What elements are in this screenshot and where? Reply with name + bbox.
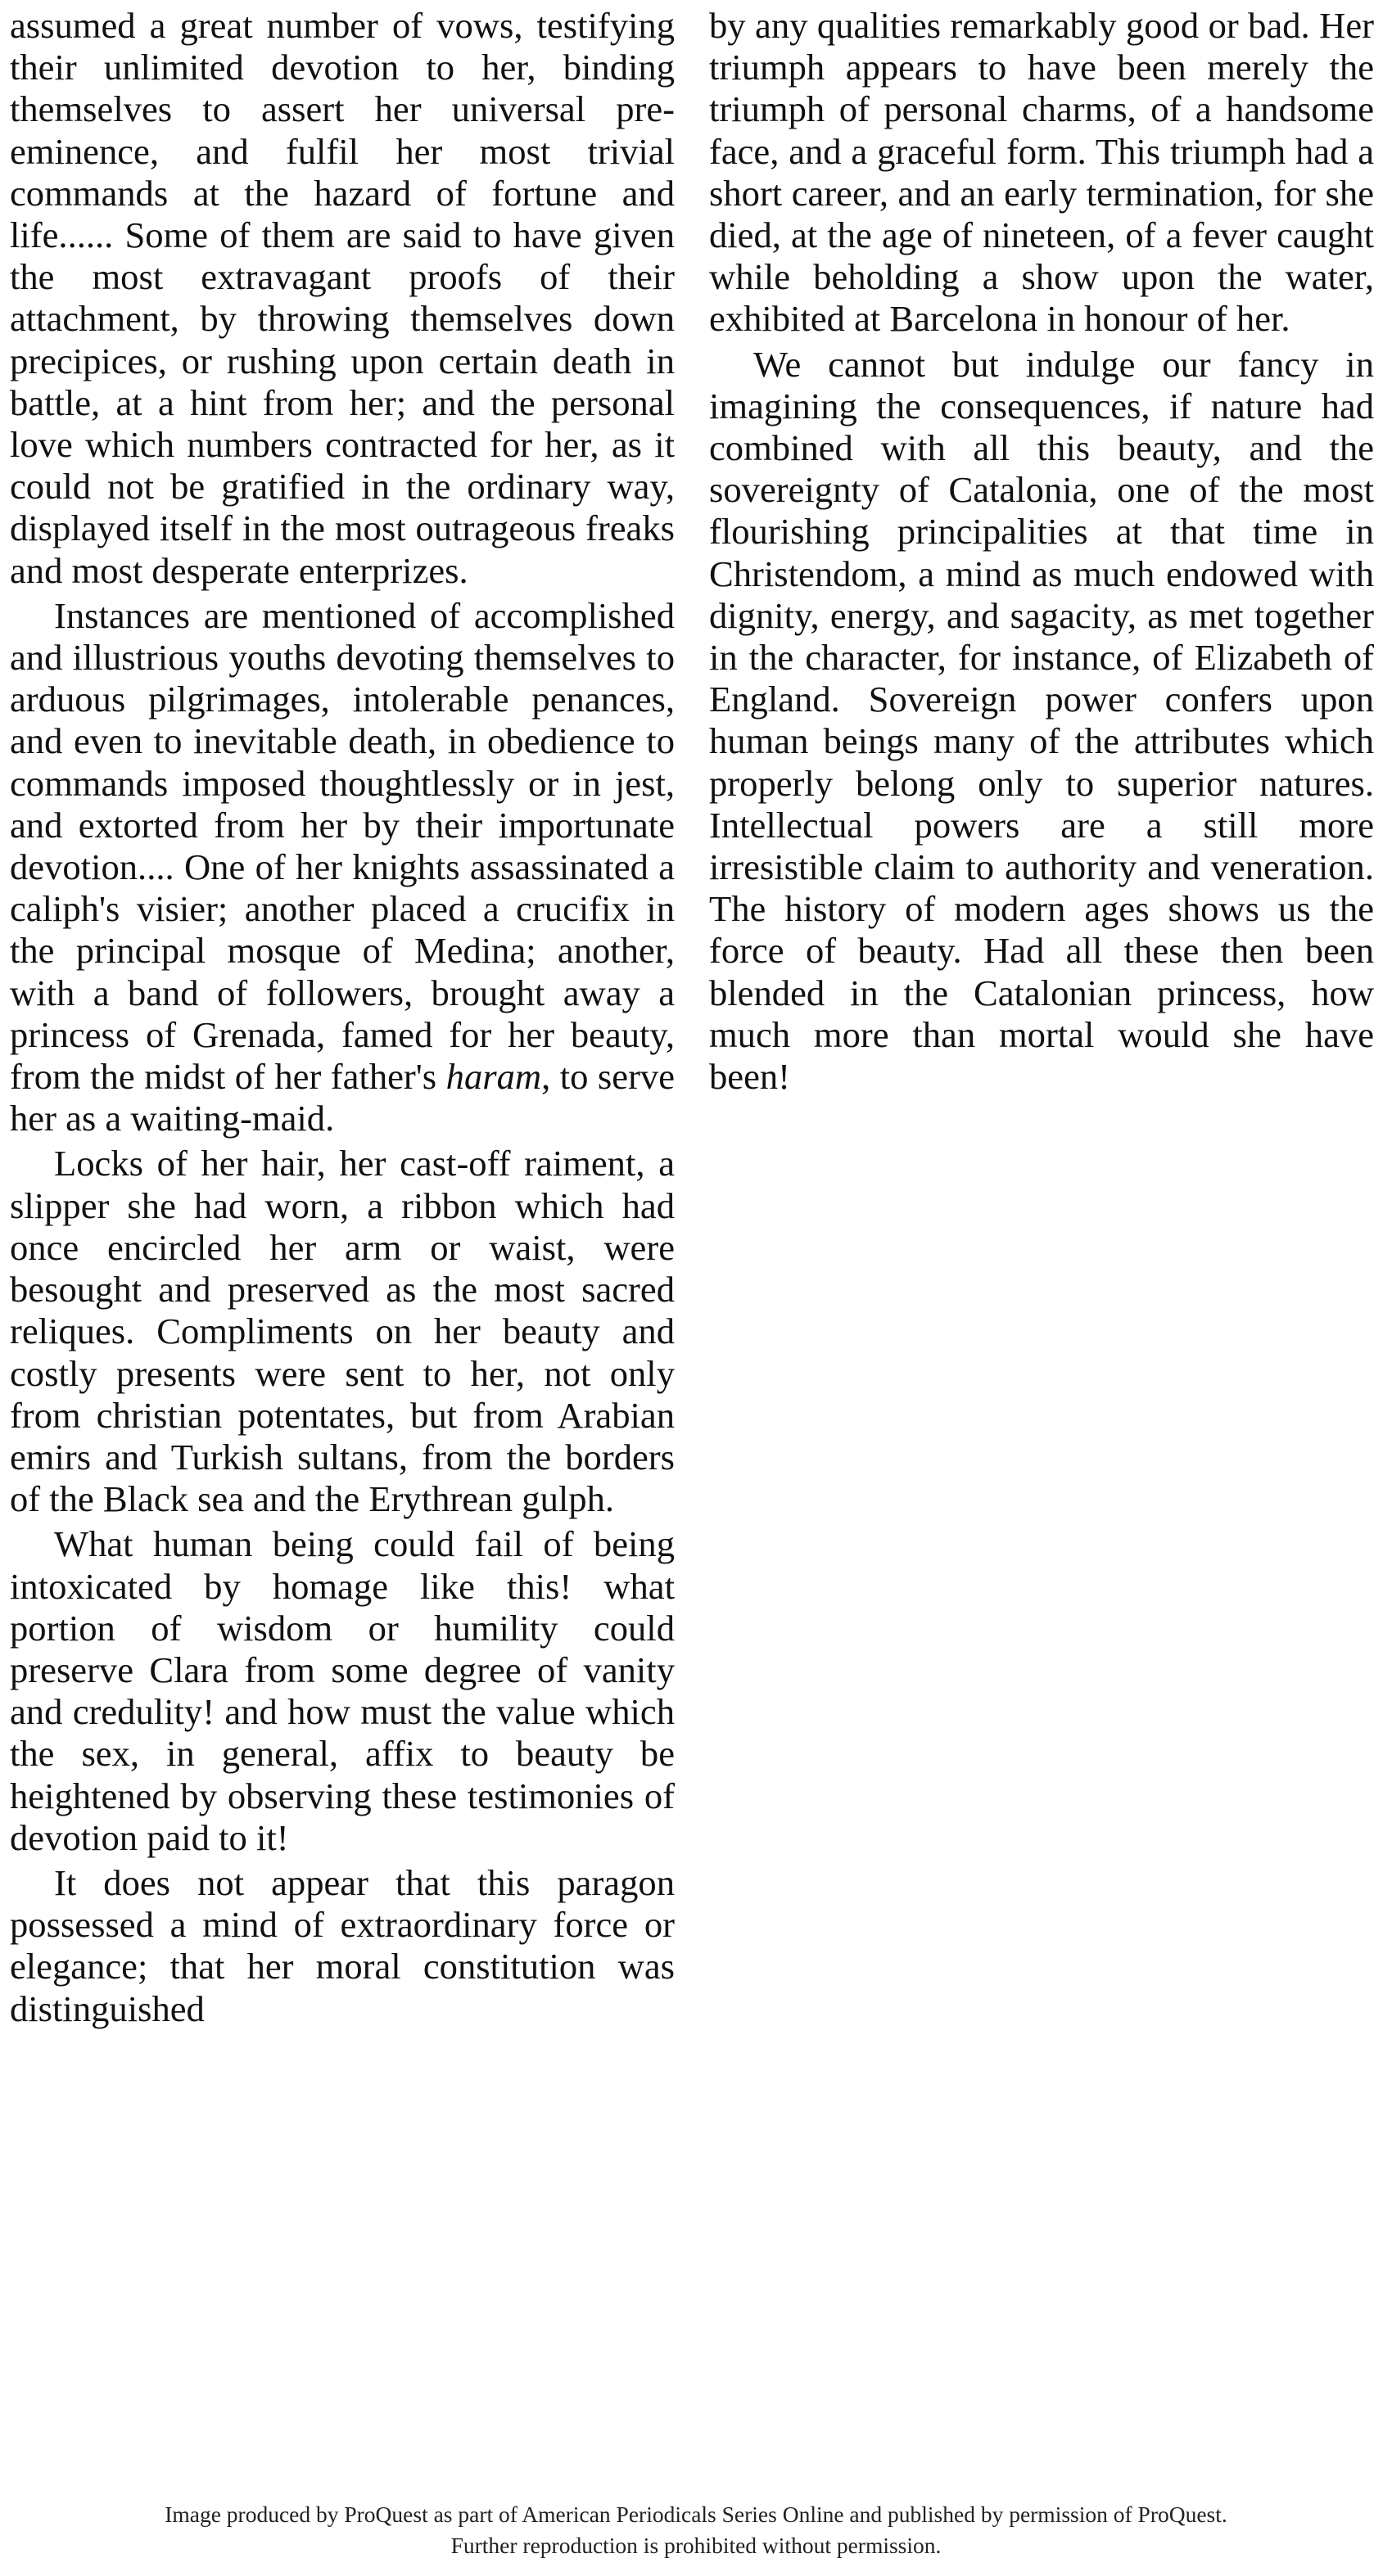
paragraph: Locks of her hair, her cast-off raiment, a slipper she had worn, a ribbon which had once encircled her arm or waist, were besought and preserved as the most sacred reliques. Compliments on her beauty and costly presents were sent to her, not only from christian potentates, but from Arabian emirs and Turkish sultans, from the borders of the Black sea and the Erythrean gulph.	[10, 1143, 675, 1520]
copyright-footer	[0, 2499, 1392, 2561]
right-column	[709, 5, 1374, 1098]
paragraph: by any qualities remarkably good or bad. Her triumph appears to have been merely the triumph of personal charms, of a handsome face, and a graceful form. This triumph had a short career, and an early termination, for she died, at the age of nineteen, of a fever caught while beholding a show upon the water, exhibited at Barcelona in honour of her.	[709, 5, 1374, 340]
footer-line: Image produced by ProQuest as part of American Periodicals Series Online and published by permission of ProQuest.	[165, 2502, 1227, 2527]
paragraph: We cannot but indulge our fancy in imagining the consequences, if nature had combined with all this beauty, and the sovereignty of Catalonia, one of the most flourishing principalities at that time in Christendom, a mind as much endowed with dignity, energy, and sagacity, as met together in the character, for instance, of Elizabeth of England. Sovereign power confers upon human beings many of the attributes which properly belong only to superior natures. Intellectual powers are a still more irresistible claim to authority and veneration. The history of modern ages shows us the force of beauty. Had all these then been blended in the Catalonian princess, how much more than mortal would she have been!	[709, 343, 1374, 1098]
footer-line: Further reproduction is prohibited without permission.	[450, 2533, 942, 2558]
italic-word: haram	[445, 1056, 542, 1098]
paragraph: assumed a great number of vows, testifying their unlimited devotion to her, binding themselves to assert her universal pre-eminence, and fulfil her most trivial commands at the hazard of fortune and life...... Some of them are said to have given the most extravagant proofs of their attachment, by throwing themselves down precipices, or rushing upon certain death in battle, at a hint from her; and the personal love which numbers contracted for her, as it could not be gratified in the ordinary way, displayed itself in the most outrageous freaks and most desperate enterprizes.	[10, 5, 675, 591]
paragraph: It does not appear that this paragon possessed a mind of extraordinary force or elegance; that her moral constitution was distinguished	[10, 1861, 675, 2029]
left-column	[10, 5, 675, 2030]
paragraph	[10, 595, 675, 1140]
paragraph-text: Instances are mentioned of accomplished and illustrious youths devoting themselves to arduous pilgrimages, intolerable penances, and even to inevitable death, in obedience to commands imposed thoughtlessly or in jest, and extorted from her by their importunate devotion.... One of her knights assassinated a caliph's visier; another placed a crucifix in the principal mosque of Medina; another, with a band of followers, brought away a princess of Grenada, famed for her beauty, from the midst of her father's	[10, 594, 675, 1098]
paragraph-text: , to serve her as a waiting-maid.	[10, 1056, 676, 1139]
paragraph: What human being could fail of being intoxicated by homage like this! what portion of wisdom or humility could preserve Clara from some degree of vanity and credulity! and how must the value which the sex, in general, affix to beauty be heightened by observing these testimonies of devotion paid to it!	[10, 1523, 675, 1858]
